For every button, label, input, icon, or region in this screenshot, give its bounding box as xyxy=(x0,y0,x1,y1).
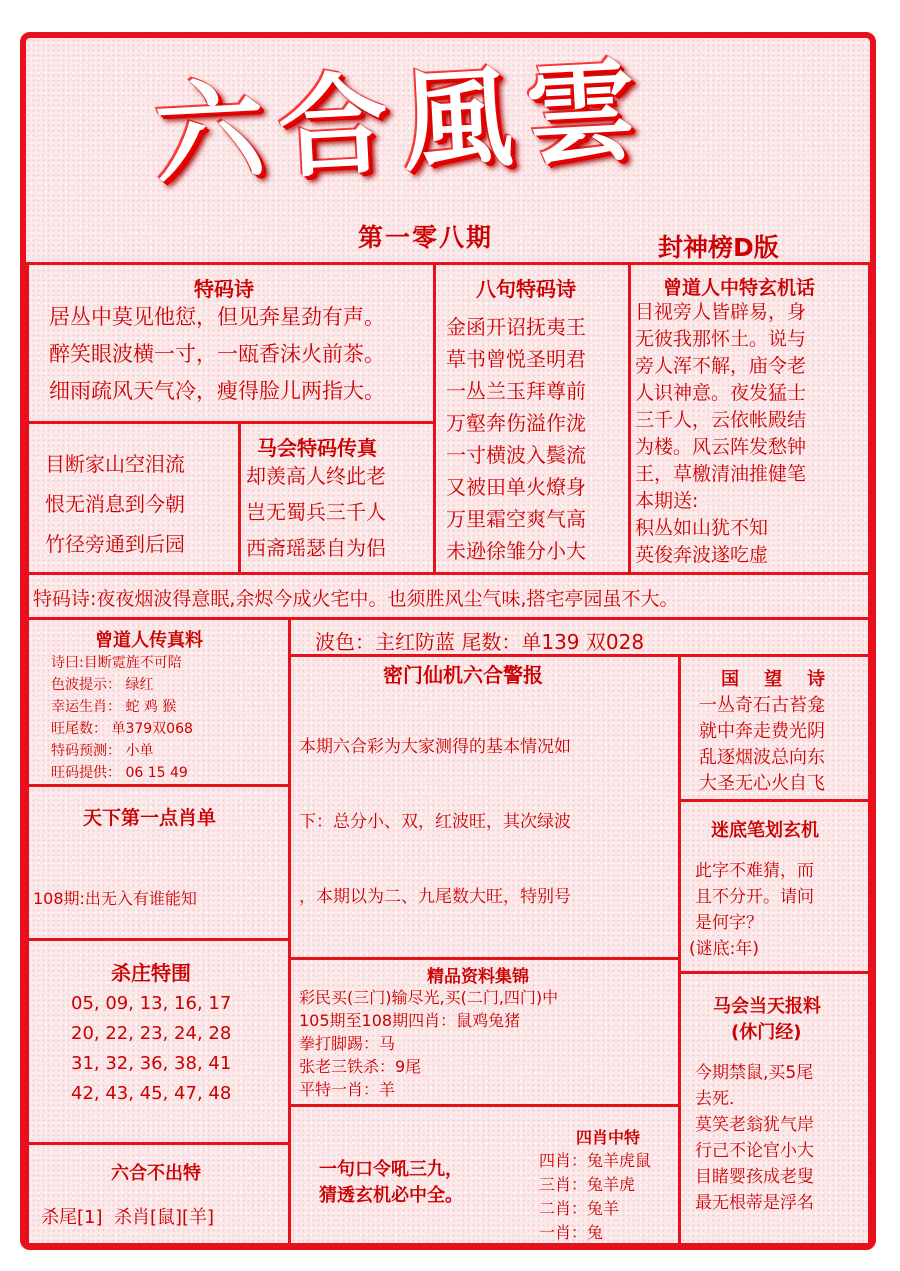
sixiao-title: 四肖中特 xyxy=(576,1128,641,1147)
midi-lines xyxy=(689,858,814,962)
wave-text: 波色：主红防蓝 尾数：单139 双028 xyxy=(315,630,645,654)
mahui-report-subtitle: (休门经) xyxy=(731,1022,802,1043)
poem-strip: 特码诗:夜夜烟波得意眠,余烬今成火宅中。也须胜风尘气味,搭宅亭园虽不大。 xyxy=(33,588,679,610)
poem-box xyxy=(26,262,436,424)
shazhuang-lines xyxy=(71,989,231,1109)
zeng-fax-line: 特码预测： 小单 xyxy=(51,743,154,759)
mimen-title: 密门仙机六合警报 xyxy=(383,663,543,687)
sixiao-lines xyxy=(539,1149,651,1245)
mahui-report-lines xyxy=(695,1060,814,1216)
jingpin-line: 平特一肖：羊 xyxy=(299,1080,396,1099)
left-poem-lines xyxy=(45,444,185,564)
zeng-fax-line: 旺码提供： 06 15 49 xyxy=(51,765,188,781)
wave-box xyxy=(288,617,871,657)
mahui-report-line: 今期禁鼠,买5尾 xyxy=(695,1063,814,1083)
zeng-fax-lines xyxy=(51,652,193,784)
shazhuang-line: 31, 32, 36, 38, 41 xyxy=(71,1053,232,1074)
eight-poem-line: 又被田单火燎身 xyxy=(446,475,586,499)
koulin-lines xyxy=(319,1157,463,1209)
buchu-box xyxy=(26,1142,291,1246)
guowang-box xyxy=(678,654,871,802)
jingpin-line: 张老三铁杀：9尾 xyxy=(299,1057,422,1076)
zeng-fax-line: 幸运生肖： 蛇 鸡 猴 xyxy=(51,699,177,715)
poem-line: 细雨疏风天气冷，瘦得脸儿两指大。 xyxy=(49,379,385,403)
mahui-report-line: 最无根蒂是浮名 xyxy=(695,1193,814,1213)
shazhuang-line: 42, 43, 45, 47, 48 xyxy=(71,1083,232,1104)
midi-line: (谜底:年) xyxy=(689,939,759,959)
xuanji-line: 王，草檄清油推健笔 xyxy=(635,463,807,485)
guowang-title: 国 望 诗 xyxy=(721,669,826,690)
left-poem-box xyxy=(26,421,241,575)
midi-line: 此字不难猜，而 xyxy=(695,861,814,881)
guowang-line: 就中奔走费光阴 xyxy=(699,721,825,742)
eight-poem-line: 一寸横波入鬓流 xyxy=(446,443,586,467)
xuanji-line: 三千人，云依帐殿结 xyxy=(635,409,807,431)
mahui-report-box xyxy=(678,971,871,1246)
midi-box xyxy=(678,799,871,974)
issue-number: 第一零八期 xyxy=(358,223,494,252)
jingpin-line: 彩民买(三门)输尽光,买(二门,四门)中 xyxy=(299,988,559,1007)
tianxia-lines xyxy=(33,829,213,941)
poem-title: 特码诗 xyxy=(194,277,254,301)
xuanji-lines xyxy=(635,299,806,569)
edition-label: 封神榜D版 xyxy=(658,233,779,262)
mimen-line: 本期六合彩为大家测得的基本情况如 xyxy=(299,737,571,757)
mahui-fax-title: 马会特码传真 xyxy=(257,436,377,460)
guowang-lines xyxy=(699,693,825,797)
poem-lines xyxy=(49,299,385,410)
xuanji-line: 旁人浑不解，庙令老 xyxy=(635,355,807,377)
jingpin-title: 精品资料集锦 xyxy=(427,967,529,987)
mahui-fax-line: 岂无蜀兵三千人 xyxy=(246,500,386,524)
eight-poem-line: 万壑奔伤溢作泷 xyxy=(446,411,586,435)
zeng-fax-box xyxy=(26,617,291,787)
mahui-fax-box xyxy=(238,421,436,575)
mahui-fax-lines xyxy=(246,458,386,566)
sixiao-line: 三肖：兔羊虎 xyxy=(539,1175,636,1194)
shazhuang-line: 20, 22, 23, 24, 28 xyxy=(71,1023,232,1044)
eight-poem-line: 万里霜空爽气高 xyxy=(446,507,586,531)
eight-poem-line: 一丛兰玉拜尊前 xyxy=(446,379,586,403)
zeng-fax-title: 曾道人传真料 xyxy=(95,630,203,651)
mimen-lines xyxy=(299,685,576,960)
mimen-box xyxy=(288,654,681,960)
eight-poem-line: 草书曾悦圣明君 xyxy=(446,347,586,371)
poem-strip-box xyxy=(26,572,871,620)
jingpin-lines xyxy=(299,986,558,1101)
buchu-title: 六合不出特 xyxy=(111,1163,201,1184)
guowang-line: 乱逐烟波总向东 xyxy=(699,747,825,768)
xuanji-line: 目视旁人皆辟易，身 xyxy=(635,301,807,323)
eight-poem-title: 八句特码诗 xyxy=(476,277,576,301)
midi-title: 迷底笔划玄机 xyxy=(711,820,819,841)
xuanji-line: 英俊奔波遂吃虚 xyxy=(635,544,769,566)
mahui-report-line: 去死. xyxy=(695,1089,735,1109)
mahui-report-line: 莫笑老翁犹气岸 xyxy=(695,1115,814,1135)
tianxia-title: 天下第一点肖单 xyxy=(83,807,217,829)
zeng-fax-line: 旺尾数： 单379双068 xyxy=(51,721,193,737)
shazhuang-line: 05, 09, 13, 16, 17 xyxy=(71,993,232,1014)
jingpin-line: 105期至108期四肖：鼠鸡兔猪 xyxy=(299,1011,521,1030)
poem-line: 居丛中莫见他愆，但见奔星劲有声。 xyxy=(49,305,385,329)
xuanji-line: 积丛如山犹不知 xyxy=(635,517,769,539)
koulin-box xyxy=(288,1104,681,1246)
left-poem-line: 竹径旁通到后园 xyxy=(45,532,185,556)
shazhuang-title: 杀庄特围 xyxy=(111,961,191,985)
xuanji-box xyxy=(628,262,871,575)
buchu-text: 杀尾[1] 杀肖[鼠][羊] xyxy=(41,1207,215,1228)
koulin-line: 一句口令吼三九， xyxy=(319,1159,463,1180)
jingpin-line: 拳打脚踢：马 xyxy=(299,1034,396,1053)
guowang-line: 一丛奇石古苔龛 xyxy=(699,695,825,716)
midi-line: 是何字？ xyxy=(695,913,763,933)
tianxia-box xyxy=(26,784,291,941)
sixiao-line: 一肖：兔 xyxy=(539,1223,604,1242)
zeng-fax-line: 色波提示： 绿红 xyxy=(51,677,154,693)
xuanji-line: 人识神意。夜发猛士 xyxy=(635,382,807,404)
midi-line: 且不分开。请问 xyxy=(695,887,814,907)
eight-poem-box xyxy=(433,262,631,575)
masthead-logo: 六合風雲 xyxy=(151,45,654,200)
sixiao-line: 四肖：兔羊虎鼠 xyxy=(539,1151,652,1170)
left-poem-line: 目断家山空泪流 xyxy=(45,452,185,476)
koulin-line: 猜透玄机必中全。 xyxy=(319,1185,463,1206)
eight-poem-line: 未逊徐雏分小大 xyxy=(446,539,586,563)
mahui-fax-line: 西斋瑶瑟自为侣 xyxy=(246,536,386,560)
mimen-line: ，本期以为二、九尾数大旺，特别号 xyxy=(299,887,571,907)
shazhuang-box xyxy=(26,938,291,1145)
eight-poem-lines xyxy=(446,311,586,567)
eight-poem-line: 金函开诏抚夷王 xyxy=(446,315,586,339)
xuanji-title: 曾道人中特玄机话 xyxy=(663,277,816,299)
xuanji-line: 无彼我那怀土。说与 xyxy=(635,328,807,350)
mahui-report-line: 行己不论官小大 xyxy=(695,1141,814,1161)
mahui-report-title: 马会当天报料 xyxy=(713,996,821,1017)
mimen-line: 下：总分小、双，红波旺，其次绿波 xyxy=(299,812,571,832)
mahui-report-line: 目睹婴孩成老叟 xyxy=(695,1167,814,1187)
poem-line: 醉笑眼波横一寸，一瓯香沫火前茶。 xyxy=(49,342,385,366)
tianxia-line: 108期:出无入有谁能知 xyxy=(33,889,197,908)
sixiao-line: 二肖：兔羊 xyxy=(539,1199,620,1218)
jingpin-box xyxy=(288,957,681,1107)
xuanji-line: 为楼。风云阵发愁钟 xyxy=(635,436,807,458)
left-poem-line: 恨无消息到今朝 xyxy=(45,492,185,516)
guowang-line: 大圣无心火自飞 xyxy=(699,773,825,794)
mahui-fax-line: 却羡高人终此老 xyxy=(246,464,386,488)
xuanji-line: 本期送: xyxy=(635,490,699,512)
zeng-fax-line: 诗曰:目断霓旌不可陪 xyxy=(51,655,182,671)
